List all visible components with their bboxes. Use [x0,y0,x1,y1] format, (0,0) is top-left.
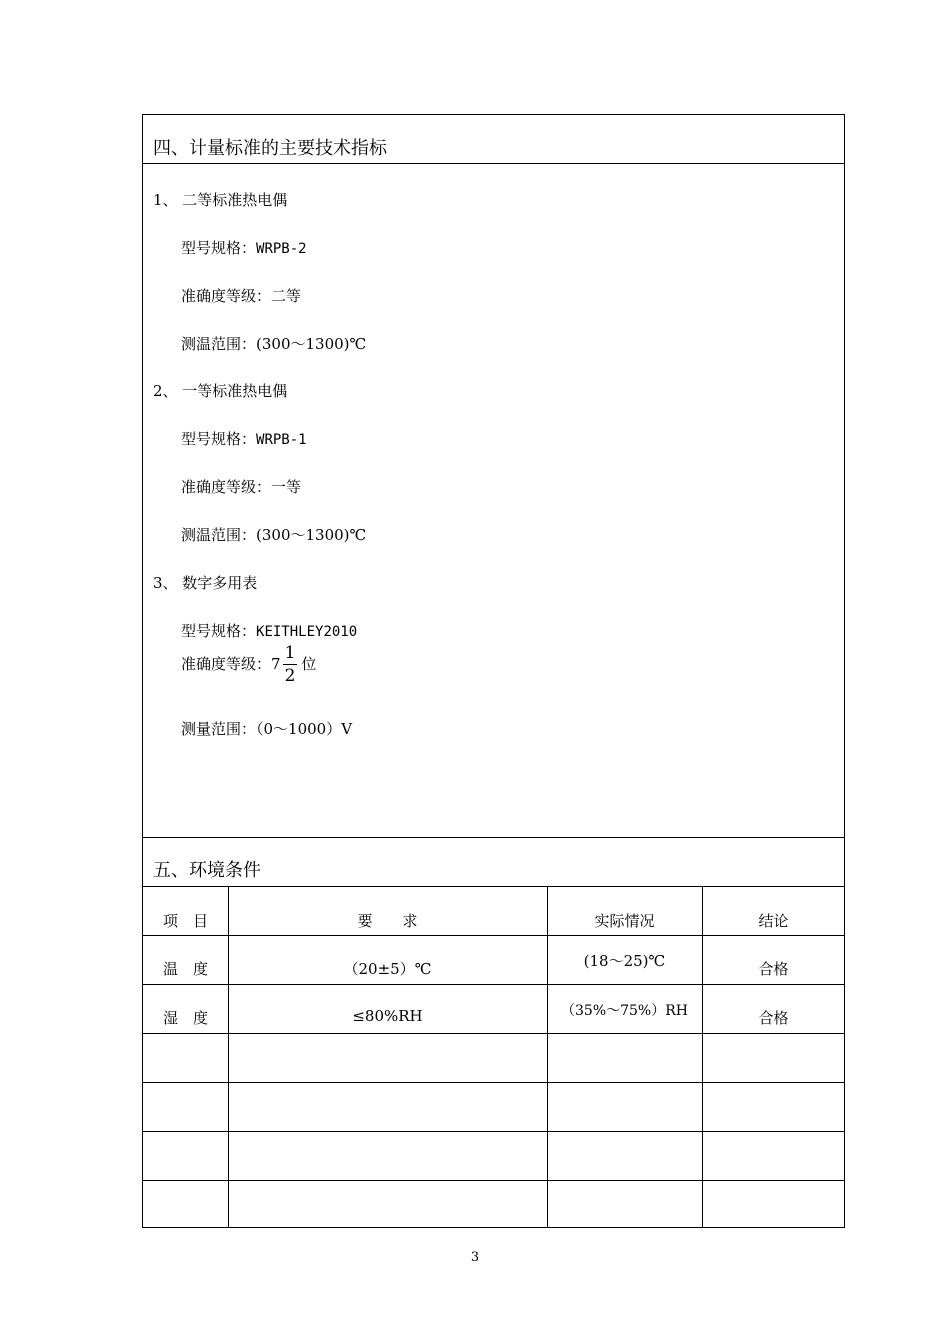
divider [143,886,844,887]
item-heading: 3、 数字多用表 [153,574,258,592]
table-cell: 合格 [758,960,789,978]
item-heading: 2、 一等标准热电偶 [153,382,288,400]
measure-range: 测温范围：(300～1300)℃ [181,526,367,544]
table-cell: 温 度 [162,960,208,978]
table-cell: 合格 [758,1009,789,1027]
col-divider [547,886,548,1228]
table-cell: （20±5）℃ [343,960,432,978]
accuracy-grade: 准确度等级：二等 [181,287,302,305]
col-divider [702,886,703,1228]
row-divider [143,1082,844,1083]
model-spec: 型号规格：WRPB-2 [181,239,307,257]
row-divider [143,935,844,936]
item-heading: 1、 二等标准热电偶 [153,191,288,209]
divider [143,163,844,164]
divider [143,837,844,838]
header-conclusion: 结论 [758,912,789,930]
fraction: $\frac{1}{2}$ [284,643,296,686]
section5-title: 五、环境条件 [153,860,261,881]
table-cell: （35%～75%）RH [561,1003,688,1019]
accuracy-grade: 准确度等级：一等 [181,478,302,496]
header-actual: 实际情况 [594,912,655,930]
record-form [142,114,845,1228]
row-divider [143,1180,844,1181]
measure-range: 测温范围：(300～1300)℃ [181,335,367,353]
table-cell: ≤80%RH [352,1007,423,1025]
row-divider [143,984,844,985]
header-item: 项 目 [162,912,208,930]
accuracy-grade: 准确度等级：7 $\frac{1}{2}$ 位 [181,643,317,686]
page-number: 3 [470,1250,480,1265]
section4-title: 四、计量标准的主要技术指标 [153,138,387,159]
row-divider [143,1131,844,1132]
table-cell: (18～25)℃ [583,952,666,970]
col-divider [228,886,229,1228]
header-requirement: 要 求 [357,912,418,930]
row-divider [143,1033,844,1034]
measure-range: 测量范围：（0～1000）V [181,720,353,738]
model-spec: 型号规格：KEITHLEY2010 [181,622,358,640]
model-spec: 型号规格：WRPB-1 [181,430,307,448]
table-cell: 湿 度 [162,1009,208,1027]
